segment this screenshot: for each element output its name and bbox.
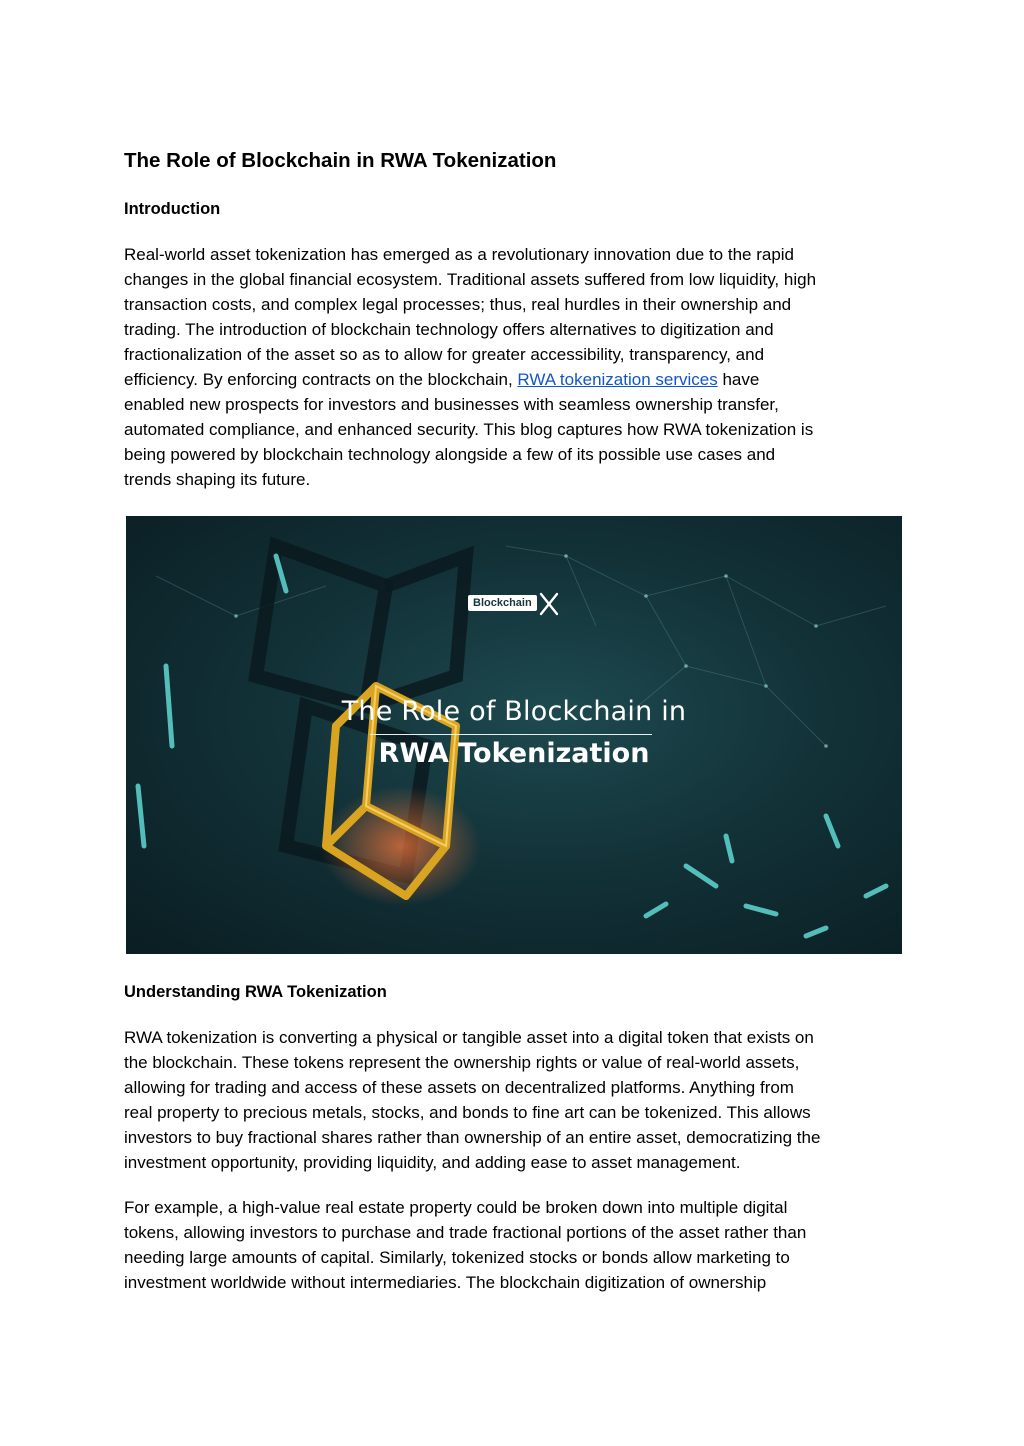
rwa-tokenization-services-link[interactable]: RWA tokenization services bbox=[517, 370, 718, 389]
x-mark-icon bbox=[538, 591, 560, 617]
text-line: the blockchain. These tokens represent the ownership rights or value of real-world assets, bbox=[124, 1053, 800, 1072]
text-line: allowing for trading and access of these assets on decentralized platforms. Anything from bbox=[124, 1078, 794, 1097]
text-line: enabled new prospects for investors and businesses with seamless ownership transfer, bbox=[124, 395, 779, 414]
section-heading-introduction: Introduction bbox=[124, 200, 221, 218]
blockchainx-logo bbox=[468, 591, 560, 617]
link-line-after: have bbox=[717, 370, 760, 389]
text-line: automated compliance, and enhanced security. This blog captures how RWA tokenization is bbox=[124, 420, 814, 439]
text-line: Real-world asset tokenization has emerged as a revolutionary innovation due to the rapid bbox=[124, 245, 795, 264]
banner-title-line-2: RWA Tokenization bbox=[378, 738, 650, 769]
document-title: The Role of Blockchain in RWA Tokenization bbox=[124, 149, 557, 172]
intro-paragraph bbox=[124, 242, 904, 492]
text-line: changes in the global financial ecosystem. Traditional assets suffered from low liquidity, high bbox=[124, 270, 817, 289]
understanding-paragraph-1 bbox=[124, 1025, 904, 1175]
text-line-with-link bbox=[124, 367, 904, 392]
banner-divider bbox=[370, 734, 652, 735]
text-line: investment opportunity, providing liquidity, and adding ease to asset management. bbox=[124, 1153, 741, 1172]
section-heading-understanding: Understanding RWA Tokenization bbox=[124, 983, 387, 1001]
understanding-paragraph-2 bbox=[124, 1195, 904, 1295]
text-line: being powered by blockchain technology alongside a few of its possible use cases and bbox=[124, 445, 776, 464]
blockchain-cubes-illustration bbox=[126, 516, 902, 954]
banner-title-line-1: The Role of Blockchain in bbox=[341, 696, 687, 727]
link-line-before: efficiency. By enforcing contracts on the blockchain, bbox=[124, 370, 518, 389]
text-line: tokens, allowing investors to purchase and trade fractional portions of the asset rather than bbox=[124, 1223, 807, 1242]
logo-text: Blockchain bbox=[468, 595, 537, 611]
text-line: fractionalization of the asset so as to allow for greater accessibility, transparency, and bbox=[124, 345, 765, 364]
text-line: investors to buy fractional shares rather than ownership of an entire asset, democratizing the bbox=[124, 1128, 821, 1147]
text-line: trends shaping its future. bbox=[124, 470, 311, 489]
text-line: RWA tokenization is converting a physical or tangible asset into a digital token that exists on bbox=[124, 1028, 814, 1047]
banner-image bbox=[126, 516, 902, 954]
text-line: transaction costs, and complex legal processes; thus, real hurdles in their ownership and bbox=[124, 295, 792, 314]
text-line: real property to precious metals, stocks, and bonds to fine art can be tokenized. This allows bbox=[124, 1103, 811, 1122]
text-line: For example, a high-value real estate property could be broken down into multiple digital bbox=[124, 1198, 788, 1217]
text-line: trading. The introduction of blockchain technology offers alternatives to digitization and bbox=[124, 320, 774, 339]
text-line: investment worldwide without intermediaries. The blockchain digitization of ownership bbox=[124, 1273, 767, 1292]
text-line: needing large amounts of capital. Similarly, tokenized stocks or bonds allow marketing to bbox=[124, 1248, 790, 1267]
